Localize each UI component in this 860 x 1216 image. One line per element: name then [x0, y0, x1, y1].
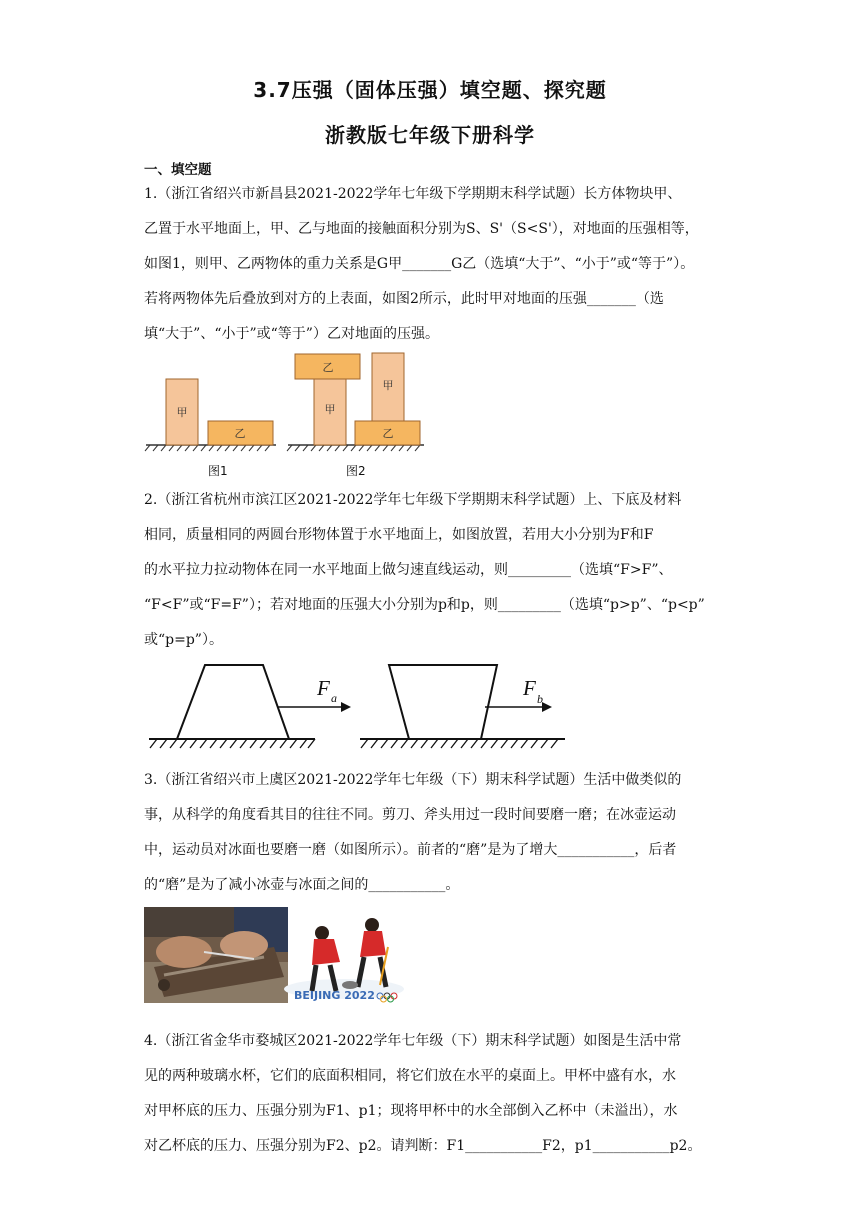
- arrowhead-icon: [341, 702, 351, 712]
- question-3: [144, 763, 719, 903]
- block-yi-label: 乙: [382, 427, 394, 440]
- figure-frustums: [145, 655, 575, 755]
- question-2-line: 或“p=p”）。: [144, 632, 223, 648]
- frustum-a: [177, 665, 289, 739]
- frustum-b: [389, 665, 497, 739]
- ground-hatch: [145, 445, 276, 451]
- question-1-line: 若将两物体先后叠放到对方的上表面，如图2所示，此时甲对地面的压强_______（选: [144, 291, 664, 307]
- sharpening-photo: [144, 907, 288, 1003]
- photos-sharpening-and-curling: [144, 907, 416, 1003]
- figure-1-caption: 图1: [208, 464, 228, 478]
- force-a-subscript: a: [331, 691, 337, 705]
- question-2-line: 的水平拉力拉动物体在同一水平地面上做匀速直线运动，则_________（选填“F>F”、: [144, 562, 673, 578]
- section-heading: 一、填空题: [144, 162, 212, 178]
- question-3-line: 事，从科学的角度看其目的往往不同。剪刀、斧头用过一段时间要磨一磨；在冰壶运动: [144, 807, 676, 823]
- question-3-line: 的“磨”是为了减小冰壶与冰面之间的___________。: [144, 877, 460, 893]
- arrowhead-icon: [542, 702, 552, 712]
- force-b-subscript: b: [537, 692, 543, 706]
- question-2-line: 2.（浙江省杭州市滨江区2021-2022学年七年级下学期期末科学试题）上、下底及材料: [144, 492, 682, 508]
- question-4-line: 见的两种玻璃水杯，它们的底面积相同，将它们放在水平的桌面上。甲杯中盛有水，水: [144, 1068, 676, 1084]
- question-1-line: 乙置于水平地面上，甲、乙与地面的接触面积分别为S、S'（S<S'），对地面的压强相等，: [144, 221, 699, 237]
- ground-hatch: [149, 739, 315, 748]
- beijing-2022-logo: BEIJING 2022: [294, 989, 375, 1002]
- figure-2-caption: 图2: [346, 464, 366, 478]
- question-2-line: “F<F”或“F=F”）；若对地面的压强大小分别为p和p，则_________（选填“p>p”、“p<p”: [144, 597, 705, 613]
- question-1-line: 如图1，则甲、乙两物体的重力关系是G甲_______G乙（选填“大于”、“小于”或“等于”）。: [144, 256, 695, 272]
- force-a-label: F: [317, 676, 330, 700]
- block-jia-label: 甲: [382, 379, 394, 392]
- question-4-line: 4.（浙江省金华市婺城区2021-2022学年七年级（下）期末科学试题）如图是生活中常: [144, 1033, 682, 1049]
- block-jia-label: 甲: [176, 406, 188, 419]
- ground-hatch: [287, 445, 424, 451]
- force-b-label: F: [523, 676, 536, 700]
- ground-hatch: [360, 739, 565, 748]
- curling-photo: [284, 907, 416, 1003]
- page-title: 3.7压强（固体压强）填空题、探究题: [253, 78, 607, 102]
- block-jia-label: 甲: [324, 403, 336, 416]
- question-4-line: 对乙杯底的压力、压强分别为F2、p2。请判断：F1___________F2，p1___________p2。: [144, 1138, 702, 1154]
- question-4: [144, 1024, 719, 1164]
- question-4-line: 对甲杯底的压力、压强分别为F1、p1；现将甲杯中的水全部倒入乙杯中（未溢出），水: [144, 1103, 678, 1119]
- question-1: [144, 177, 719, 352]
- figure-blocks: [140, 345, 430, 460]
- question-3-line: 中，运动员对冰面也要磨一磨（如图所示）。前者的“磨”是为了增大___________，后者: [144, 842, 677, 858]
- block-yi-label: 乙: [322, 361, 334, 374]
- question-1-line: 填“大于”、“小于”或“等于”）乙对地面的压强。: [144, 326, 439, 342]
- question-1-line: 1.（浙江省绍兴市新昌县2021-2022学年七年级下学期期末科学试题）长方体物块甲、: [144, 186, 682, 202]
- page-subtitle: 浙教版七年级下册科学: [325, 123, 535, 147]
- question-3-line: 3.（浙江省绍兴市上虞区2021-2022学年七年级（下）期末科学试题）生活中做类似的: [144, 772, 682, 788]
- question-2: [144, 483, 719, 658]
- question-2-line: 相同，质量相同的两圆台形物体置于水平地面上，如图放置，若用大小分别为F和F: [144, 527, 654, 543]
- block-yi-label: 乙: [234, 427, 246, 440]
